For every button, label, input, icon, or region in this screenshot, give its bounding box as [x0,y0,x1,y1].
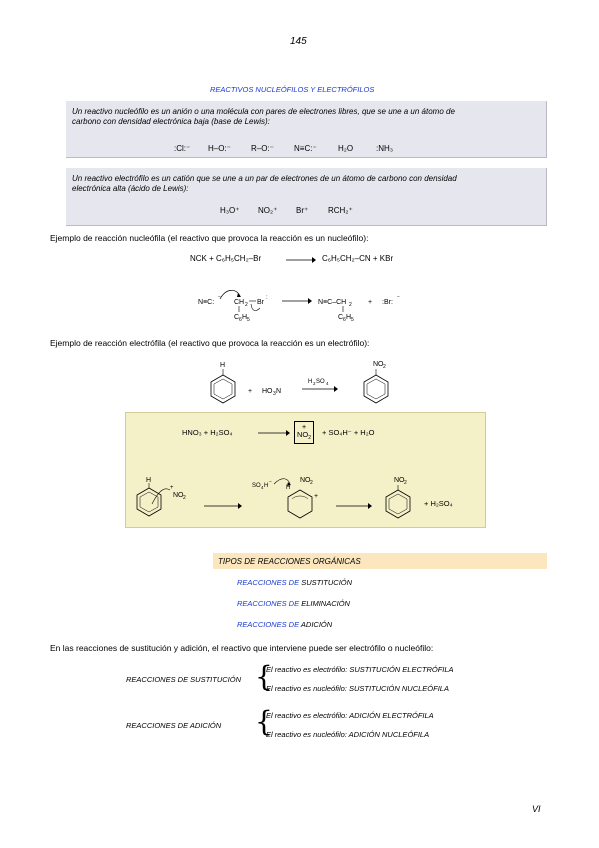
nucleophile-example: :Cl:⁻ [174,144,191,153]
svg-text:4: 4 [261,485,264,490]
svg-text:N≡C–CH: N≡C–CH [318,299,347,306]
svg-text:+: + [368,299,373,306]
addition-label: REACCIONES DE ADICIÓN [126,721,222,730]
svg-text:NO: NO [173,492,184,499]
brace: { [255,705,273,738]
addition-option: El reactivo es electrófilo: ADICIÓN ELECTRÓFILA [266,711,434,720]
svg-text:+: + [248,388,253,395]
svg-text:−: − [397,294,400,300]
nucleophilic-equation-right: C₆H₅CH₂–CN + KBr [322,254,394,263]
svg-text:2: 2 [404,480,407,486]
reaction-arrow [258,428,290,438]
reaction-type-item: REACCIONES DE ADICIÓN [237,620,333,629]
nitration-step2-diagram [128,468,484,524]
electrophile-line2: electrónica alta (ácido de Lewis): [72,184,189,193]
sn2-mechanism-diagram [190,282,420,326]
nucleophile-line1: Un reactivo nucleófilo es un anión o una molécula con pares de electrones libres, que se une a un átomo de [72,107,455,116]
svg-text:N: N [276,388,282,395]
svg-text:2: 2 [313,381,316,386]
svg-text:6: 6 [343,317,346,323]
svg-text:4: 4 [326,381,329,386]
summary-intro: En las reacciones de sustitución y adición, el reactivo que interviene puede ser electrófilo o nucleófilo: [50,643,434,653]
svg-text:NO: NO [373,361,384,368]
substitution-label: REACCIONES DE SUSTITUCIÓN [126,675,242,684]
svg-text:+: + [170,485,174,491]
svg-text:6: 6 [239,317,242,323]
svg-text:NO: NO [394,477,405,484]
electrophile-example: RCH₂⁺ [328,206,353,215]
svg-text:SO: SO [316,379,325,385]
svg-text:H: H [146,477,152,484]
svg-text:2: 2 [183,495,186,501]
brace: { [255,660,273,693]
svg-text:H: H [264,483,269,489]
nucleophile-example: H–O:⁻ [208,144,231,153]
svg-text:SO: SO [252,483,261,489]
svg-text:2: 2 [383,364,386,370]
substitution-option: El reactivo es nucleófilo: SUSTITUCIÓN NUCLEÓFILA [266,684,449,693]
nitration-overall-diagram [200,355,400,407]
svg-text:N≡C:: N≡C: [198,299,215,306]
mechanism-step1-left: HNO₃ + H₂SO₄ [182,428,233,437]
svg-text:C: C [234,314,240,321]
svg-text:−: − [218,294,221,300]
electrophilic-example-heading: Ejemplo de reacción electrófila (el reactivo que provoca la reacción es un electrófilo): [50,338,370,348]
nitronium-ion-box: + $NO_2$ [294,421,314,444]
electrophile-line1: Un reactivo electrófilo es un catión que se une a un par de electrones de un átomo de carbono con densidad [72,174,457,183]
addition-option: El reactivo es nucleófilo: ADICIÓN NUCLEÓFILA [266,730,430,739]
svg-text:H: H [286,485,291,491]
svg-text::: : [266,295,268,301]
svg-text:2: 2 [349,302,352,308]
reaction-types-heading: TIPOS DE REACCIONES ORGÁNICAS [218,557,361,566]
electrophile-example: NO₂⁺ [258,206,278,215]
svg-text:2: 2 [310,480,313,486]
chapter-footer: VI [532,804,541,814]
reaction-arrow [286,255,316,265]
nucleophile-example: H₂O [338,144,354,153]
svg-text:H: H [308,379,313,385]
svg-text:HO: HO [262,388,273,395]
mechanism-step1-right: + SO₄H⁻ + H₂O [322,428,375,437]
svg-text:5: 5 [247,317,250,323]
svg-text:CH: CH [234,299,245,306]
page-number: 145 [290,36,307,47]
svg-text:NO: NO [300,477,311,484]
svg-text:H: H [220,362,226,369]
svg-text:Br: Br [257,299,264,306]
nucleophilic-equation-left: NCK + C₆H₅CH₂–Br [190,254,262,263]
svg-text:H: H [346,314,352,321]
nucleophile-example: :NH₃ [376,144,394,153]
svg-text:3: 3 [273,391,276,397]
substitution-option: El reactivo es electrófilo: SUSTITUCIÓN ELECTRÓFILA [266,665,454,674]
nucleophile-line2: carbono con densidad electrónica baja (base de Lewis): [72,117,270,126]
svg-text:H: H [242,314,248,321]
svg-text:5: 5 [351,317,354,323]
section-title: REACTIVOS NUCLEÓFILOS Y ELECTRÓFILOS [210,85,375,94]
svg-text:−: − [269,479,272,485]
reaction-type-item: REACCIONES DE ELIMINACIÓN [237,599,350,608]
svg-text:C: C [338,314,344,321]
mechanism-step2-products: + H₂SO₄ [424,499,453,508]
svg-text:+: + [314,493,319,500]
svg-text::Br:: :Br: [382,299,393,306]
electrophile-example: H₃O⁺ [220,206,240,215]
nucleophile-example: R–O:⁻ [251,144,274,153]
electrophile-example: Br⁺ [296,206,309,215]
nucleophilic-example-heading: Ejemplo de reacción nucleófila (el reactivo que provoca la reacción es un nucleófilo): [50,233,369,243]
nucleophile-example: N≡C:⁻ [294,144,317,153]
reaction-type-item: REACCIONES DE SUSTITUCIÓN [237,578,353,587]
svg-text:2: 2 [245,302,248,308]
